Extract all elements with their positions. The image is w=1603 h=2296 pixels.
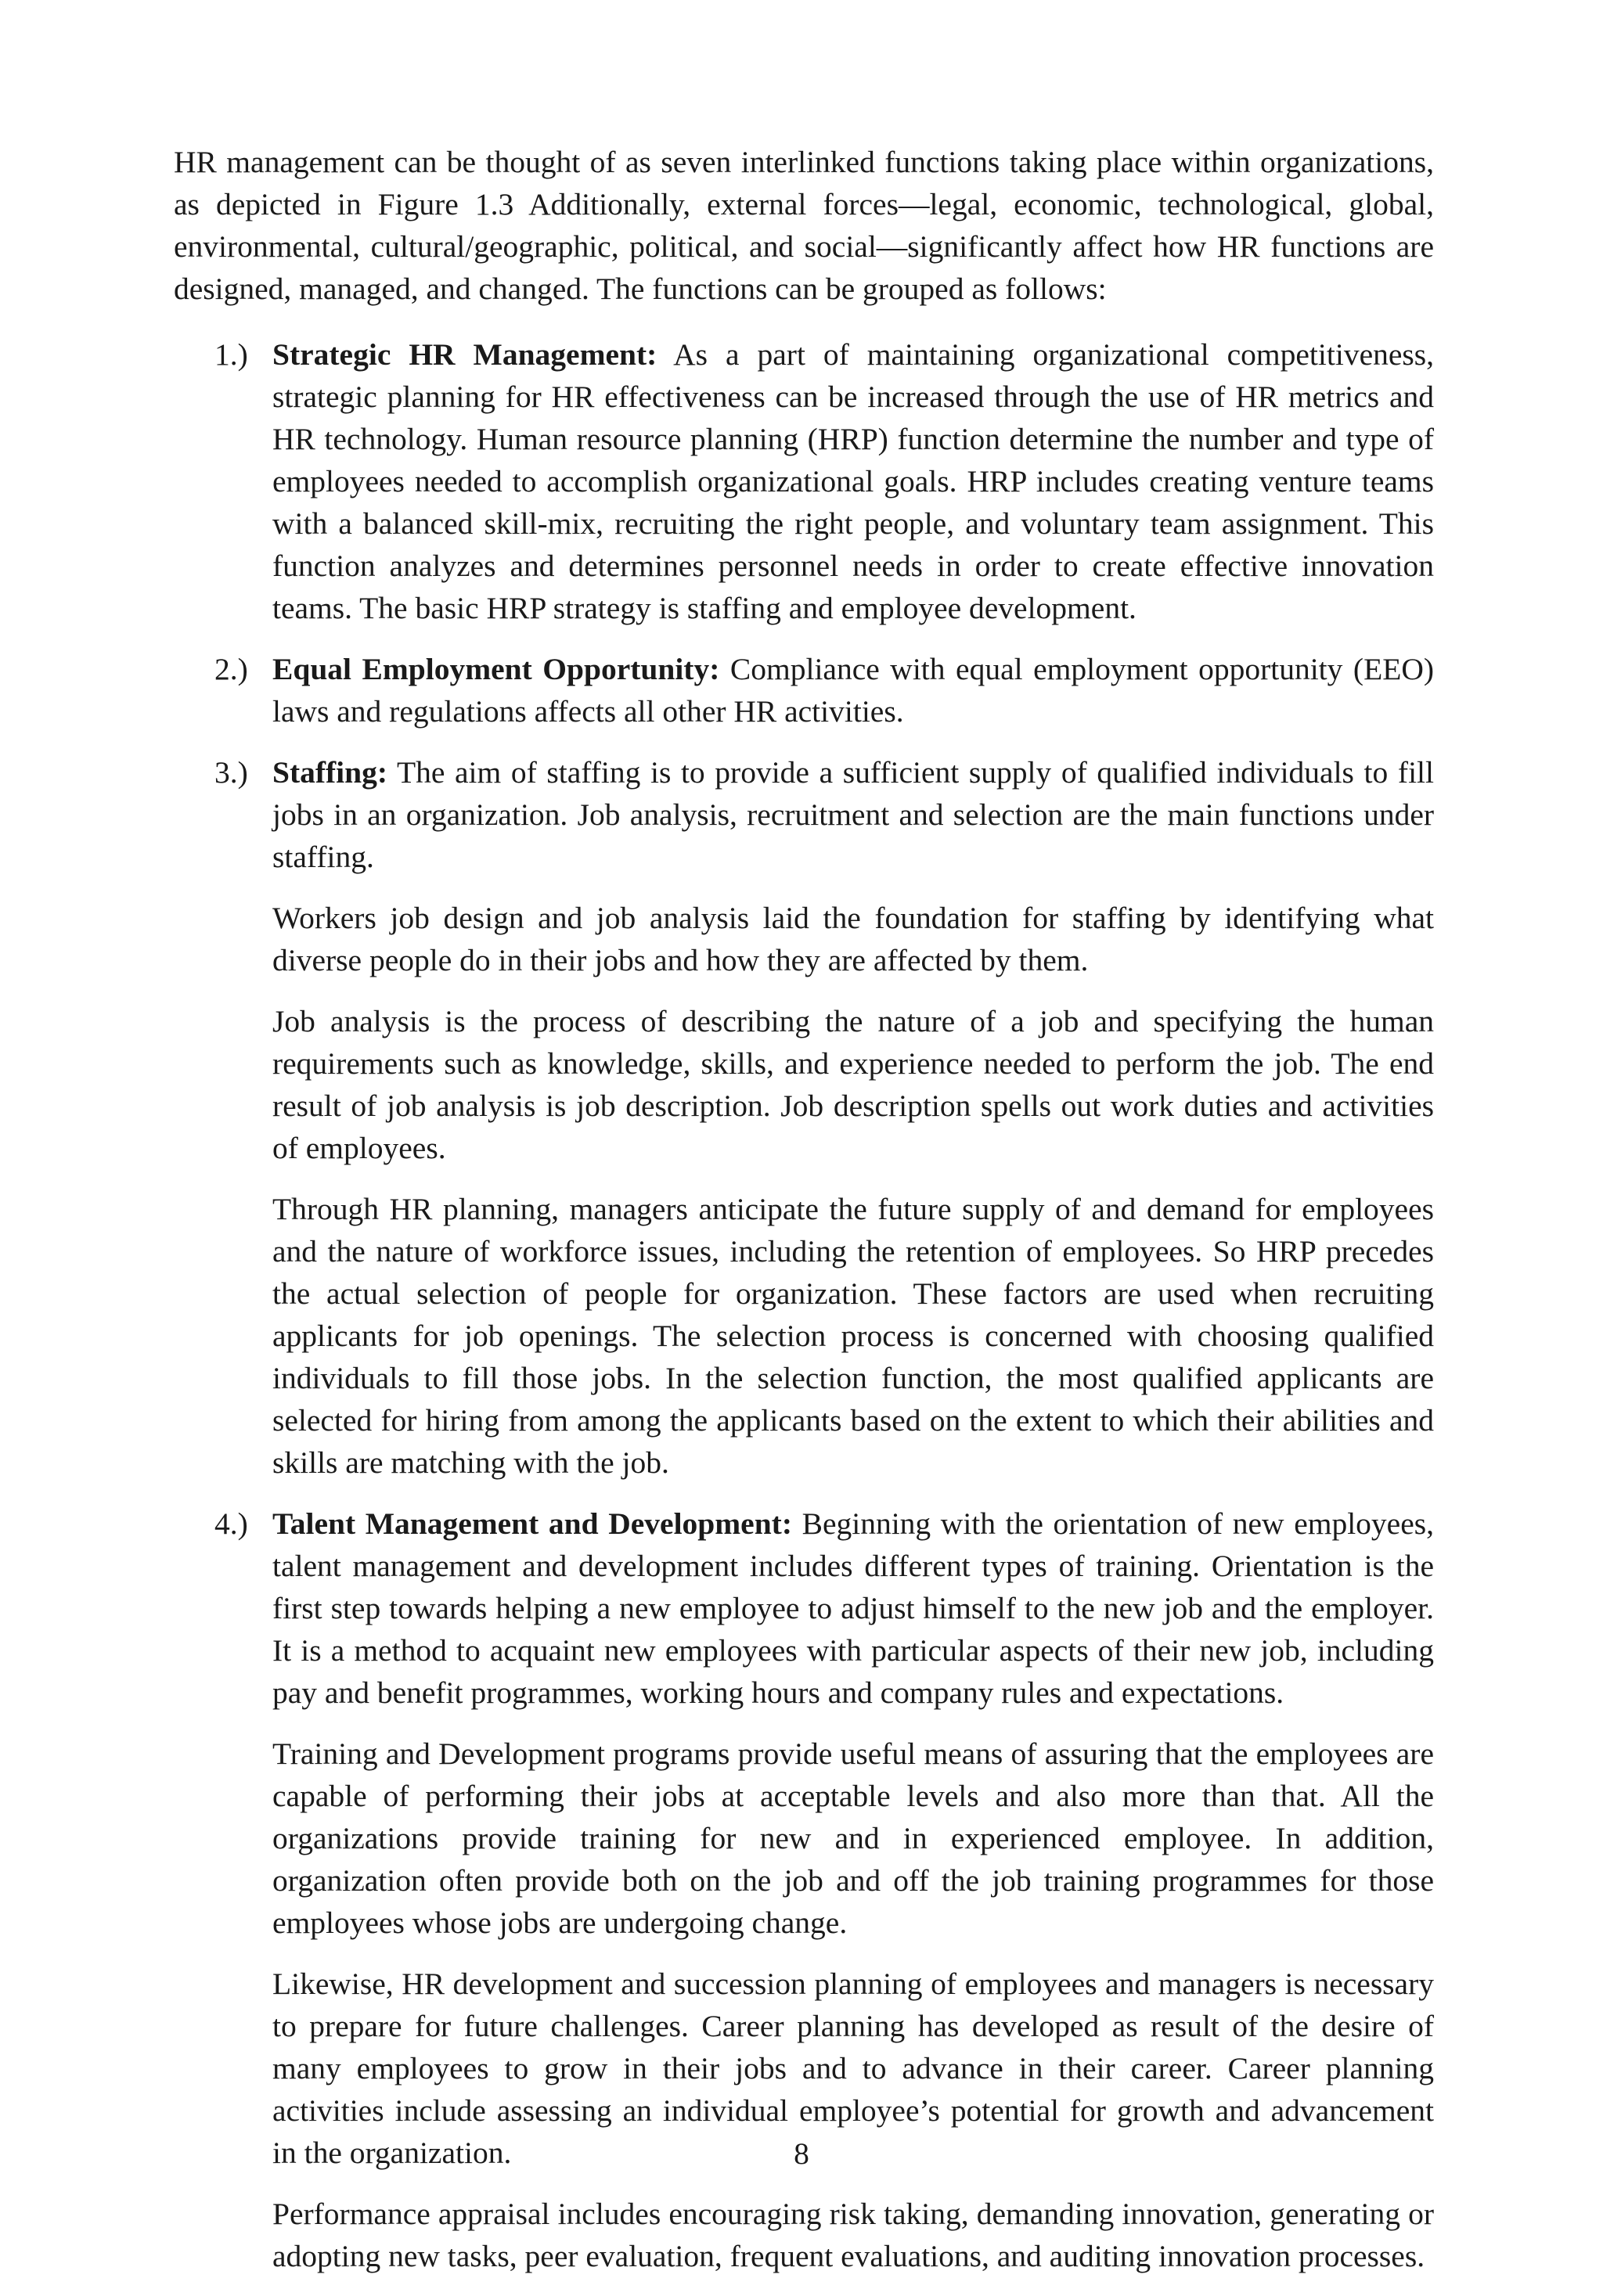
list-item-paragraph: Job analysis is the process of describing the nature of a job and specifying the human requirements such as knowledge, skills, and experience needed to perform the job. The end result of job analysis is job description. Job description spells out work duties and activities of employees.	[272, 1004, 1434, 1165]
document-page	[174, 141, 1434, 2296]
list-item-strategic-hr	[174, 333, 1434, 629]
list-item-text: Beginning with the orientation of new employees, talent management and development includes different types of training. Orientation is the first step towards helping a new employee to adjust himself to the new job and the employer. It is a method to acquaint new employees with particular aspects of their new job, including pay and benefit programmes, working hours and company rules and expectations.	[272, 1506, 1434, 1710]
list-item-text: As a part of maintaining organizational competitiveness, strategic planning for HR effectiveness can be increased through the use of HR metrics and HR technology. Human resource planning (HRP) function determine the number and type of employees needed to accomplish organizational goals. HRP includes creating venture teams with a balanced skill-mix, recruiting the right people, and voluntary team assignment. This function analyzes and determines personnel needs in order to create effective innovation teams. The basic HRP strategy is staffing and employee development.	[272, 337, 1435, 625]
list-item-paragraph: Through HR planning, managers anticipate the future supply of and demand for employees and the nature of workforce issues, including the retention of employees. So HRP precedes the actual selection of people for organization. These factors are used when recruiting applicants for job openings. The selection process is concerned with choosing qualified individuals to fill those jobs. In the selection function, the most qualified applicants are selected for hiring from among the applicants based on the extent to which their abilities and skills are matching with the job.	[272, 1192, 1434, 1480]
list-item-paragraph	[272, 648, 1434, 732]
page-number: 8	[794, 2136, 809, 2171]
list-item-paragraph	[272, 1502, 1434, 1714]
list-item-text: The aim of staffing is to provide a sufficient supply of qualified individuals to fill jobs in an organization. Job analysis, recruitment and selection are the main functions under staffing.	[272, 755, 1434, 874]
list-item-paragraph: Training and Development programs provide useful means of assuring that the employees are capable of performing their jobs at acceptable levels and also more than that. All the organizations provide training for new and in experienced employee. In addition, organization often provide both on the job and off the job training programmes for those employees whose jobs are undergoing change.	[272, 1736, 1434, 1940]
list-item-heading: Staffing:	[272, 755, 388, 790]
list-item-staffing	[174, 751, 1434, 1484]
list-item-number: 4.)	[214, 1506, 248, 1541]
list-item-heading: Equal Employment Opportunity:	[272, 652, 720, 686]
list-item-heading: Talent Management and Development:	[272, 1506, 792, 1541]
list-item-number: 2.)	[214, 652, 248, 686]
list-item-paragraph: Workers job design and job analysis laid the foundation for staffing by identifying what diverse people do in their jobs and how they are affected by them.	[272, 901, 1434, 977]
list-item-heading: Strategic HR Management:	[272, 337, 657, 372]
functions-list	[174, 333, 1434, 2277]
list-item-number: 1.)	[214, 337, 248, 372]
list-item-eeo	[174, 648, 1434, 732]
list-item-paragraph: Likewise, HR development and succession planning of employees and managers is necessary to prepare for future challenges. Career planning has developed as result of the desire of many employees to grow in their jobs and to advance in their career. Career planning activities include assessing an individual employee’s potential for growth and advancement in the organization.	[272, 1967, 1434, 2170]
list-item-paragraph	[272, 751, 1434, 878]
list-item-number: 3.)	[214, 755, 248, 790]
intro-paragraph: HR management can be thought of as seven interlinked functions taking place within organizations, as depicted in Figure 1.3 Additionally, external forces—legal, economic, technological, global, environmental, cultural/geographic, political, and social—significantly affect how HR functions are designed, managed, and changed. The functions can be grouped as follows:	[174, 145, 1434, 306]
list-item-paragraph: Performance appraisal includes encouraging risk taking, demanding innovation, generating or adopting new tasks, peer evaluation, frequent evaluations, and auditing innovation processes.	[272, 2197, 1434, 2273]
list-item-paragraph	[272, 333, 1434, 629]
list-item-text: Compliance with equal employment opportunity (EEO) laws and regulations affects all other HR activities.	[272, 652, 1435, 729]
